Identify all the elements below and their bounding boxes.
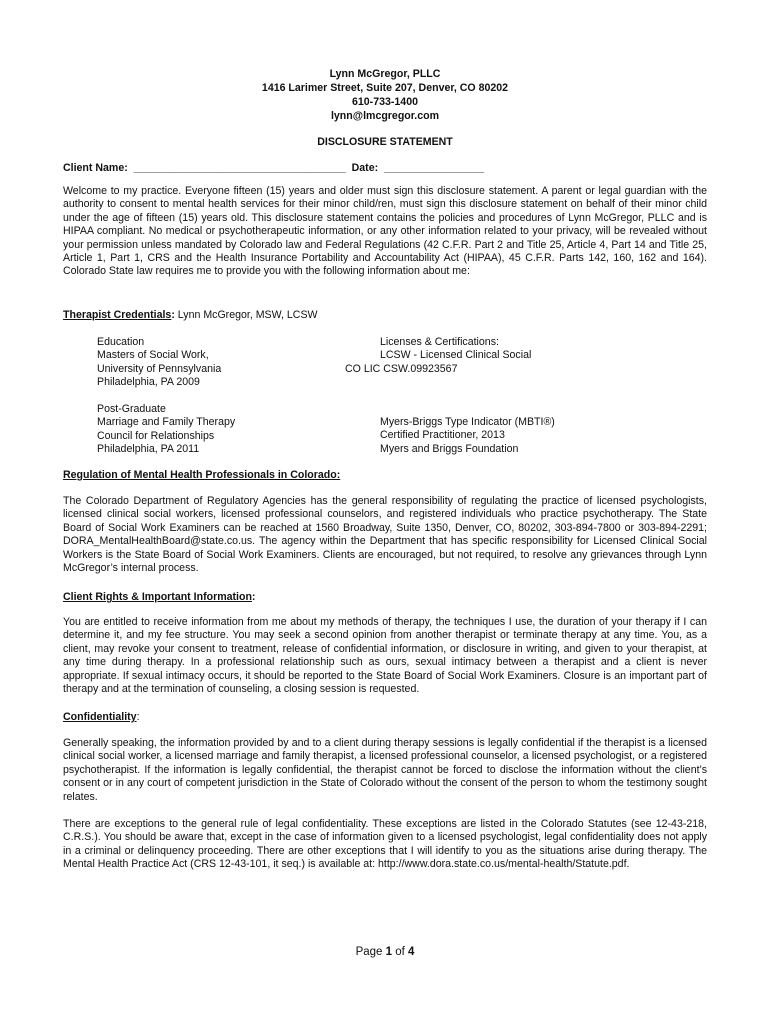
licenses-line: LCSW - Licensed Clinical Social bbox=[380, 349, 532, 362]
education-line: Masters of Social Work, bbox=[97, 349, 209, 362]
credentials-value: Lynn McGregor, MSW, LCSW bbox=[174, 309, 318, 321]
rights-heading: Client Rights & Important Information bbox=[63, 591, 252, 603]
confidentiality-paragraph-2: There are exceptions to the general rule of legal confidentiality. These exceptions are listed in the Colorado Statutes (see 12-43-218, C.R.S.). You should be aware that, except in the case of information given to a licensed psychologist, legal confidentiality does not apply in a criminal or delinquency proceeding. There are other exceptions that I will identify to you as the situations arise during therapy. The Mental Health Practice Act (CRS 12-43-101, it seq.) is available at: http://www.dora.state.co.us/mental-health/Statute.pdf. bbox=[63, 818, 707, 871]
credentials-heading: Therapist Credentials bbox=[63, 309, 172, 321]
license-id: CO LIC CSW.09923567 bbox=[345, 363, 458, 375]
practice-address: 1416 Larimer Street, Suite 207, Denver, CO 80202 bbox=[261, 82, 509, 94]
mbti-line: Certified Practitioner, 2013 bbox=[380, 429, 505, 442]
regulation-heading: Regulation of Mental Health Professionals in Colorado: bbox=[63, 469, 341, 481]
regulation-paragraph: The Colorado Department of Regulatory Agencies has the general responsibility of regulating the practice of licensed psychologists, licensed clinical social workers, licensed professional counselors, and registered individuals who practice psychotherapy. The State Board of Social Work Examiners can be reached at 1560 Broadway, Suite 1350, Denver, CO, 80202, 303-894-7800 or 303-894-2291; DORA_MentalHealthBoard@state.co.us. The agency within the Department that has specific responsibility for Licensed Clinical Social Workers is the State Board of Social Work Examiners. Clients are encouraged, but not required, to resolve any grievances through Lynn McGregor’s internal process. bbox=[63, 495, 707, 575]
page-total: 4 bbox=[408, 946, 415, 958]
practice-name: Lynn McGregor, PLLC bbox=[329, 68, 441, 80]
mbti-line: Myers and Briggs Foundation bbox=[380, 442, 519, 455]
mbti-block bbox=[380, 416, 555, 456]
confidentiality-paragraph-1: Generally speaking, the information provided by and to a client during therapy sessions is legally confidential if the therapist is a licensed clinical social worker, a licensed marriage and family therapist, a licensed professional counselor, a licensed psychologist, or a registered psychotherapist. If the information is legally confidential, the therapist cannot be forced to disclose the information without the client’s consent or in any court of competent jurisdiction in the State of Colorado without the consent of the person to whom the testimony sought relates. bbox=[63, 737, 707, 803]
mbti-line: Myers-Briggs Type Indicator (MBTI®) bbox=[380, 416, 555, 428]
letterhead bbox=[0, 67, 770, 123]
page-of-label: of bbox=[392, 946, 409, 958]
document-title: DISCLOSURE STATEMENT bbox=[317, 136, 453, 148]
credentials-colon: : bbox=[171, 309, 175, 321]
regulation-heading-line bbox=[63, 469, 340, 481]
rights-heading-line bbox=[63, 591, 255, 603]
page-label: Page bbox=[355, 946, 386, 958]
education-line: University of Pennsylvania bbox=[97, 362, 222, 375]
practice-phone: 610-733-1400 bbox=[352, 96, 418, 108]
welcome-paragraph: Welcome to my practice. Everyone fifteen (15) years and older must sign this disclosure statement. A parent or legal guardian with the authority to consent to mental health services for their minor child/ren, must sign this disclosure statement on behalf of their minor child under the age of fifteen (15) years old. This disclosure statement contains the policies and procedures of Lynn McGregor, PLLC and is HIPAA compliant. No medical or psychotherapeutic information, or any other information related to your privacy, will be revealed without your permission unless mandated by Colorado law and Federal Regulations (42 C.F.R. Part 2 and Title 25, Article 4, Part 14 and Title 25, Article 1, Part 1, CRS and the Health Insurance Portability and Accountability Act (HIPAA), 45 C.F.R. Parts 142, 160, 162 and 164). Colorado State law requires me to provide you with the following information about me: bbox=[63, 185, 707, 278]
education-line: Philadelphia, PA 2009 bbox=[97, 376, 200, 389]
rights-colon: : bbox=[251, 591, 256, 603]
education-block bbox=[97, 336, 221, 390]
rights-paragraph: You are entitled to receive information from me about my methods of therapy, the techniques I use, the duration of your therapy if I can determine it, and my fee structure. You may seek a second opinion from another therapist or terminate therapy at any time. You, as a client, may revoke your consent to treatment, release of confidential information, or disclosure in writing, and given to your therapist, at any time during therapy. In a professional relationship such as ours, sexual intimacy between a therapist and a client is never appropriate. If sexual intimacy occurs, it should be reported to the State Board of Social Work Examiners. Closure is an important part of therapy and at the termination of counseling, a closing session is requested. bbox=[63, 616, 707, 696]
confidentiality-colon: : bbox=[136, 711, 140, 723]
education-line: Education bbox=[97, 336, 145, 348]
credentials-heading-line bbox=[63, 309, 318, 321]
client-name-date-line: Client Name: ____________________________________ Date: _________________ bbox=[63, 162, 485, 174]
licenses-block bbox=[380, 336, 531, 363]
postgrad-line: Post-Graduate bbox=[97, 403, 166, 415]
postgrad-block bbox=[97, 403, 235, 457]
confidentiality-heading-line bbox=[63, 711, 140, 723]
licenses-line: Licenses & Certifications: bbox=[380, 336, 499, 348]
confidentiality-heading: Confidentiality bbox=[63, 711, 137, 723]
page-footer bbox=[0, 946, 770, 958]
postgrad-line: Marriage and Family Therapy bbox=[97, 416, 236, 429]
page-number: 1 bbox=[385, 946, 393, 958]
postgrad-line: Philadelphia, PA 2011 bbox=[97, 443, 200, 456]
postgrad-line: Council for Relationships bbox=[97, 429, 215, 442]
practice-email: lynn@lmcgregor.com bbox=[330, 110, 440, 122]
